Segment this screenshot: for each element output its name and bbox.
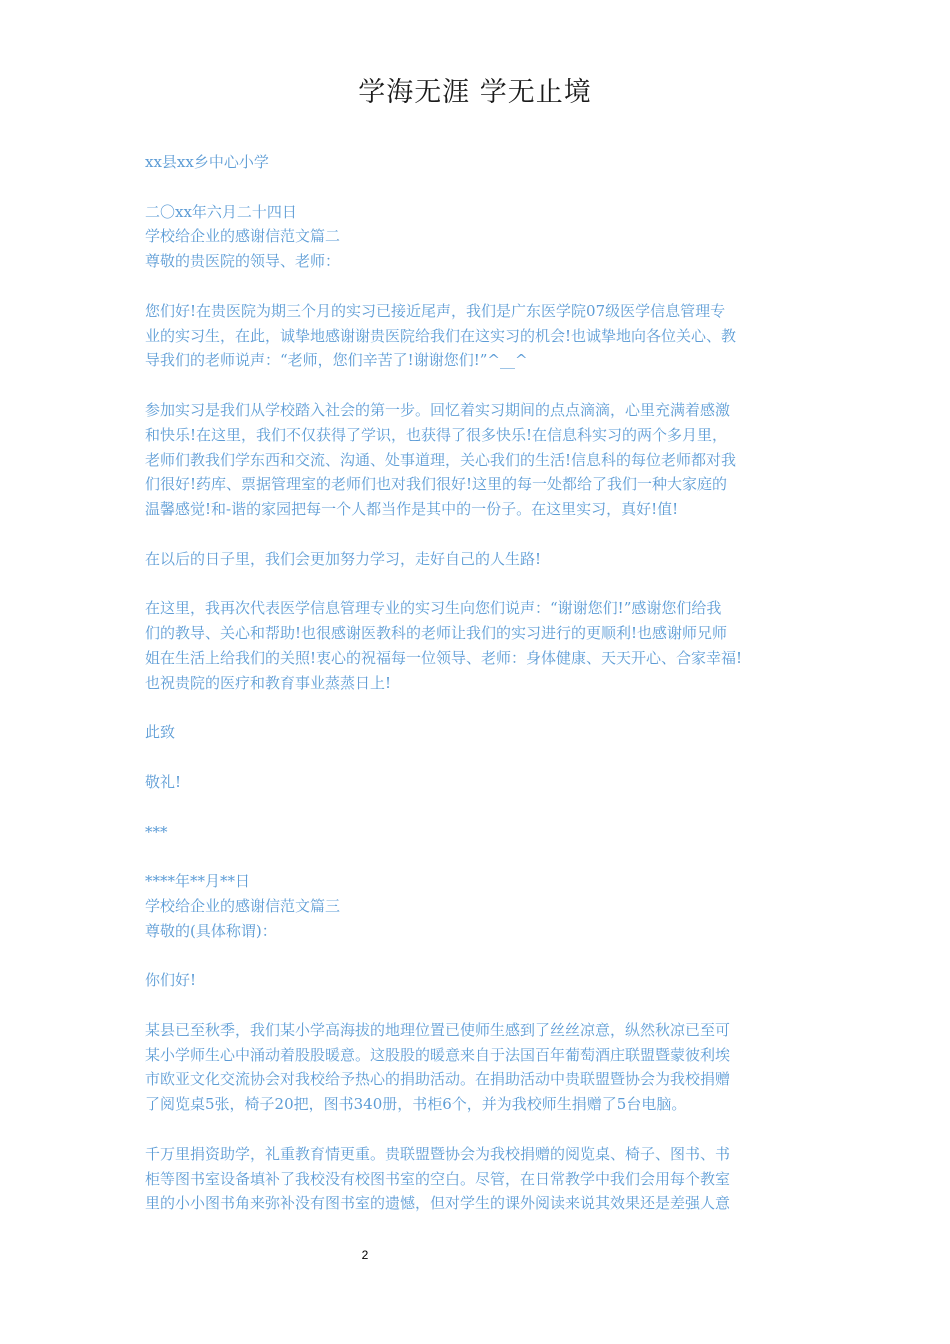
text-line: 尊敬的(具体称谓)： bbox=[145, 921, 277, 940]
text-line: 二〇xx年六月二十四日 bbox=[145, 202, 297, 221]
text-line: 在这里，我再次代表医学信息管理专业的实习生向您们说声：“谢谢您们!”感谢您们给我 bbox=[145, 599, 722, 618]
text-line: 某县已至秋季，我们某小学高海拔的地理位置已使师生感到了丝丝凉意，纵然秋凉已至可 bbox=[145, 1020, 731, 1039]
text-line: 也祝贵院的医疗和教育事业蒸蒸日上! bbox=[145, 673, 392, 692]
text-line: 在以后的日子里，我们会更加努力学习，走好自己的人生路! bbox=[145, 549, 542, 568]
text-line: 您们好!在贵医院为期三个月的实习已接近尾声，我们是广东医学院07级医学信息管理专 bbox=[145, 301, 726, 320]
text-line: 们的教导、关心和帮助!也很感谢医教科的老师让我们的实习进行的更顺利!也感谢师兄师 bbox=[145, 624, 728, 643]
text-line: 尊敬的贵医院的领导、老师： bbox=[145, 252, 341, 271]
text-line: 此致 bbox=[145, 723, 176, 742]
text-line: 你们好! bbox=[145, 971, 197, 990]
text-line: 柜等图书室设备填补了我校没有校图书室的空白。尽管，在日常教学中我们会用每个教室 bbox=[145, 1169, 731, 1188]
text-line: 学校给企业的感谢信范文篇三 bbox=[145, 896, 341, 915]
text-line: *** bbox=[145, 822, 168, 841]
text-line: 和快乐!在这里，我们不仅获得了学识，也获得了很多快乐!在信息科实习的两个多月里， bbox=[145, 425, 728, 444]
text-line: 业的实习生，在此，诚挚地感谢谢贵医院给我们在这实习的机会!也诚挚地向各位关心、教 bbox=[145, 326, 737, 345]
text-line: 市欧亚文化交流协会对我校给予热心的捐助活动。在捐助活动中贵联盟暨协会为我校捐赠 bbox=[145, 1070, 731, 1089]
text-line: 老师们教我们学东西和交流、沟通、处事道理，关心我们的生活!信息科的每位老师都对我 bbox=[145, 450, 737, 469]
text-line: 导我们的老师说声：“老师，您们辛苦了!谢谢您们!”^__^ bbox=[145, 351, 528, 370]
page-number: 2 bbox=[361, 1248, 369, 1262]
text-line: 姐在生活上给我们的关照!衷心的祝福每一位领导、老师：身体健康、天天开心、合家幸福! bbox=[145, 648, 743, 667]
text-line: 敬礼! bbox=[145, 772, 182, 791]
page-header-title: 学海无涯 学无止境 bbox=[358, 77, 592, 108]
text-line: 参加实习是我们从学校踏入社会的第一步。回忆着实习期间的点点滴滴，心里充满着感激 bbox=[145, 400, 731, 419]
text-line: ****年**月**日 bbox=[145, 872, 251, 891]
text-line: 某小学师生心中涌动着股股暖意。这股股的暖意来自于法国百年葡萄酒庄联盟暨蒙彼利埃 bbox=[145, 1045, 731, 1064]
text-line: xx县xx乡中心小学 bbox=[145, 153, 269, 171]
text-line: 里的小小图书角来弥补没有图书室的遗憾，但对学生的课外阅读来说其效果还是差强人意 bbox=[145, 1194, 731, 1213]
text-line: 学校给企业的感谢信范文篇二 bbox=[145, 227, 341, 246]
text-line: 温馨感觉!和-谐的家园把每一个人都当作是其中的一份子。在这里实习，真好!值! bbox=[145, 500, 679, 519]
text-line: 千万里捐资助学，礼重教育情更重。贵联盟暨协会为我校捐赠的阅览桌、椅子、图书、书 bbox=[145, 1144, 731, 1163]
document-body bbox=[145, 150, 813, 1216]
text-line: 了阅览桌5张，椅子20把，图书340册，书柜6个，并为我校师生捐赠了5台电脑。 bbox=[145, 1095, 687, 1114]
text-line: 们很好!药库、票据管理室的老师们也对我们很好!这里的每一处都给了我们一种大家庭的 bbox=[145, 475, 728, 494]
